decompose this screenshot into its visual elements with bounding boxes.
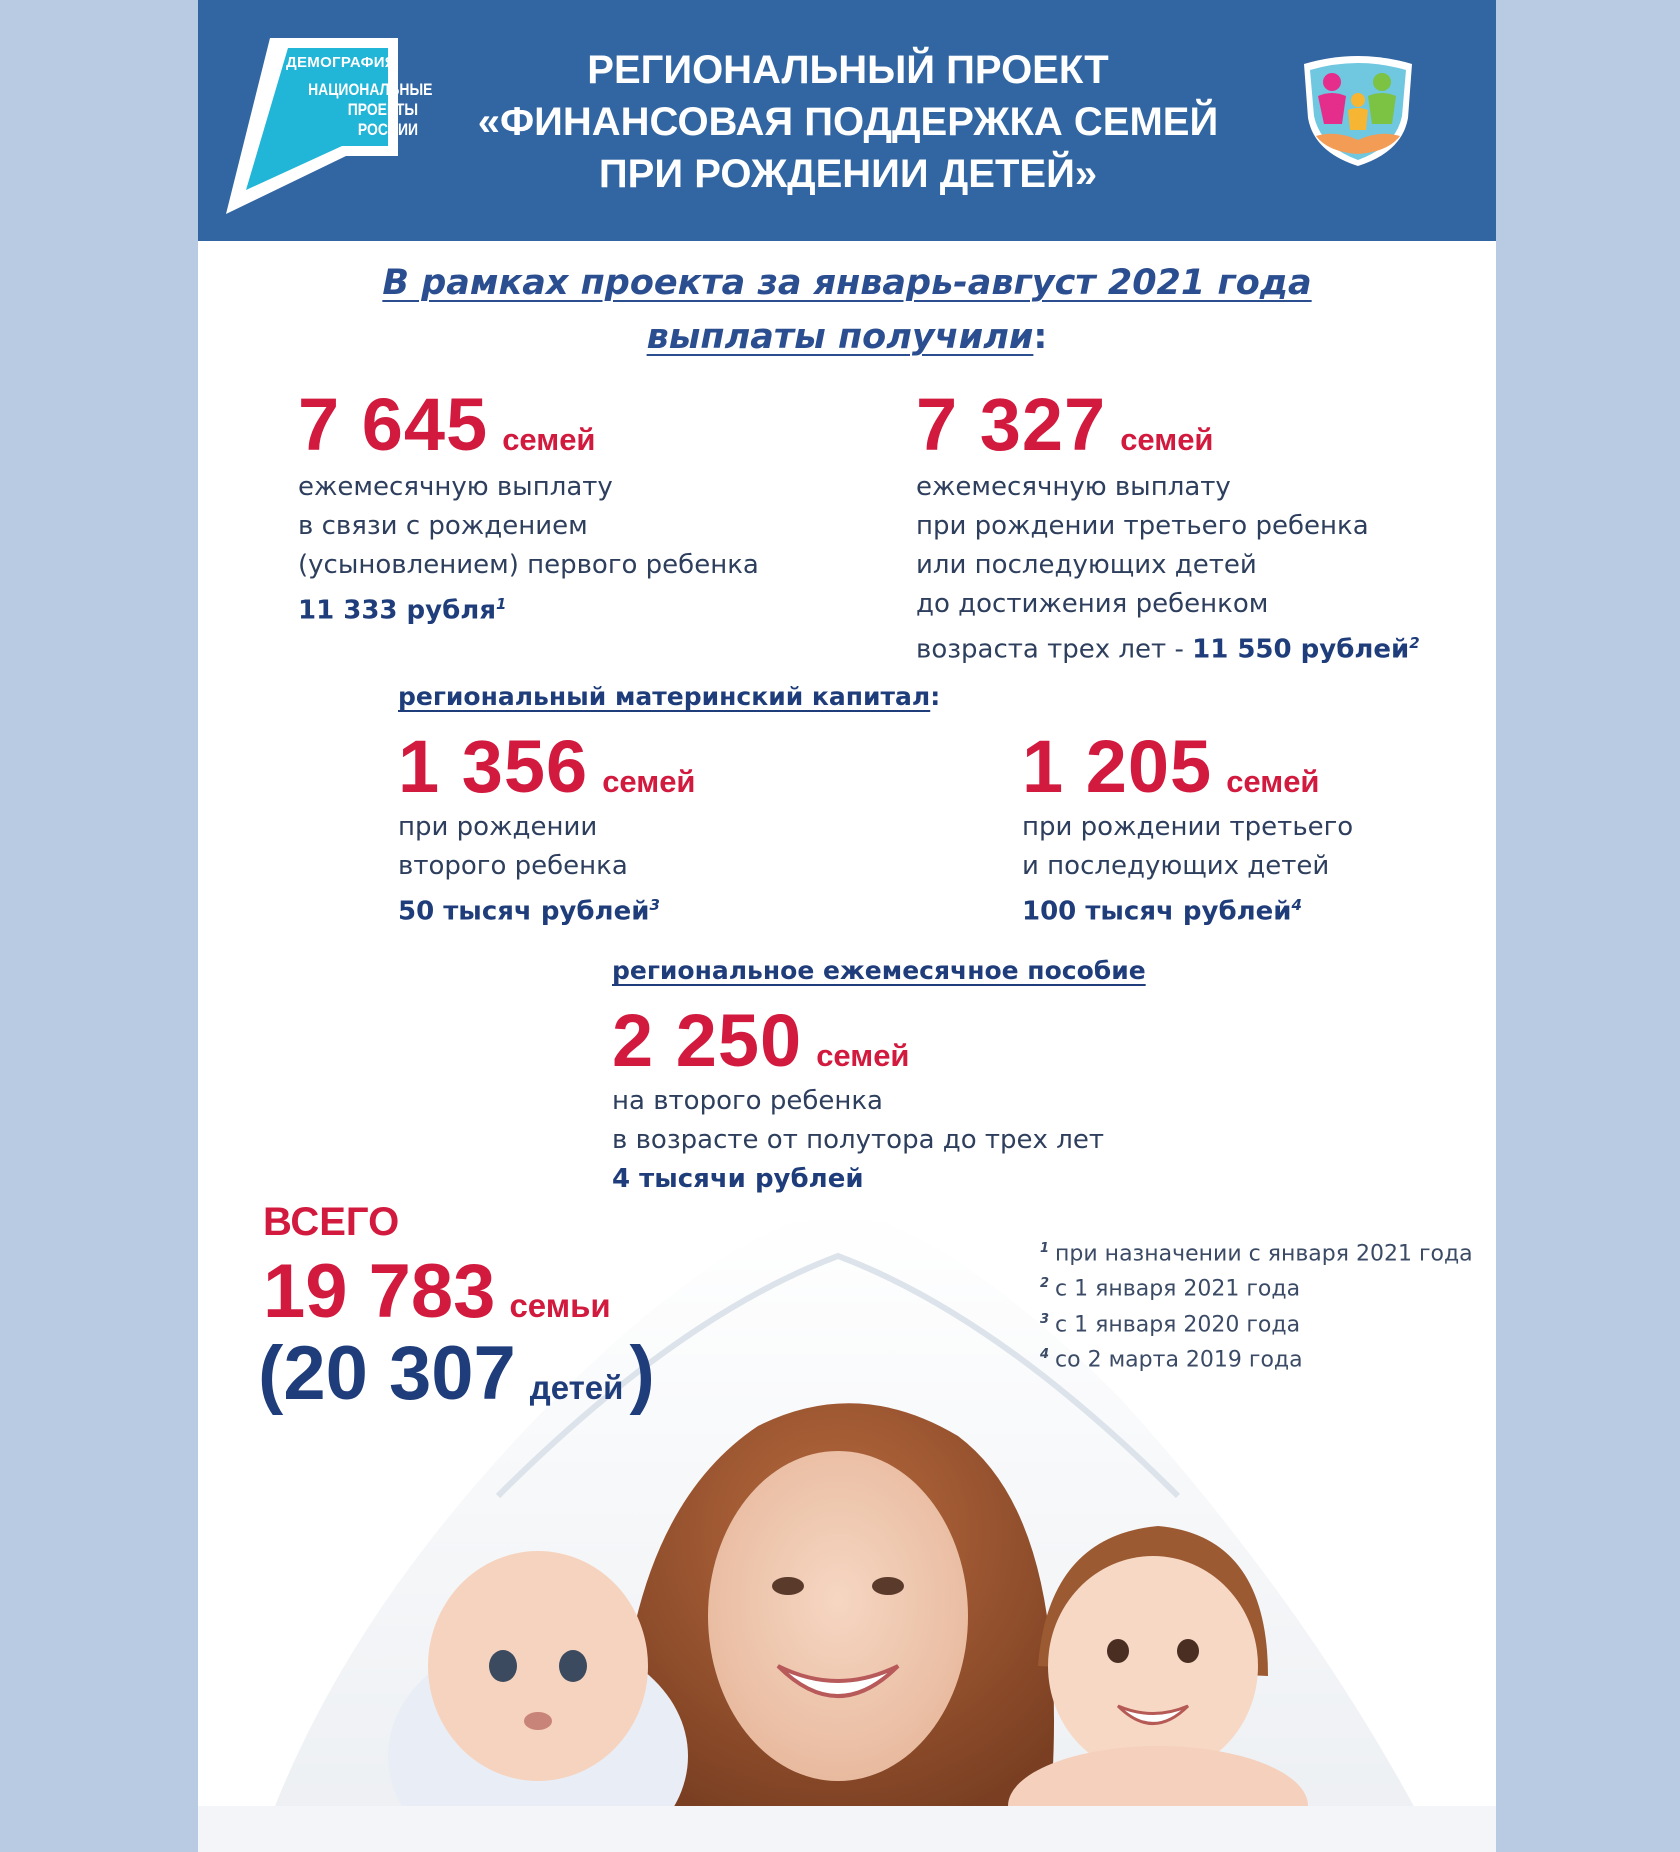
np-logo-text: НАЦИОНАЛЬНЫЕ ПРОЕКТЫ РОССИИ	[308, 80, 433, 139]
intro-heading: В рамках проекта за январь-август 2021 года выплаты получили:	[382, 263, 1312, 357]
stat-third-child: 7 327 семей ежемесячную выплату при рождении третьего ребенка или последующих детей до достижения ребенком возраста трех лет - 11 550 рублей$^2$	[916, 383, 1420, 665]
stat-number: 7 645	[298, 383, 489, 466]
stat-amount: 4 тысячи рублей	[612, 1164, 864, 1194]
stat-unit: семей	[1226, 764, 1320, 799]
np-logo-top-text: ДЕМОГРАФИЯ	[286, 54, 396, 71]
stat-first-child: 7 645 семей ежемесячную выплату в связи с рождением (усыновлением) первого ребенка 11 333 рубля$^1$	[298, 383, 759, 626]
footnote-item: $^2$ с 1 января 2021 года	[1040, 1276, 1301, 1302]
stat-amount: 100 тысяч рублей	[1022, 896, 1292, 927]
stat-unit: семей	[502, 422, 596, 457]
stat-number: 1 205	[1022, 725, 1213, 808]
total-families: 19 783 семьи	[263, 1249, 611, 1334]
stat-number: 1 356	[398, 725, 589, 808]
stat-unit: семей	[602, 764, 696, 799]
stat-number: 7 327	[916, 383, 1107, 466]
stat-monthly-allowance: 2 250 семей на второго ребенка в возрасте от полутора до трех лет 4 тысячи рублей	[612, 999, 1104, 1194]
monthly-allowance-label: региональное ежемесячное пособие	[612, 956, 1146, 985]
infographic-sheet	[198, 0, 1496, 1852]
stat-amount: 50 тысяч рублей	[398, 896, 650, 927]
header-banner	[198, 0, 1496, 241]
total-children: (20 307 детей)	[258, 1331, 655, 1416]
stat-number: 2 250	[612, 999, 803, 1082]
stat-amount: 11 550 рублей	[1192, 634, 1410, 665]
maternity-capital-label: региональный материнский капитал:	[398, 682, 941, 711]
page-title: РЕГИОНАЛЬНЫЙ ПРОЕКТ «ФИНАНСОВАЯ ПОДДЕРЖКА СЕМЕЙ ПРИ РОЖДЕНИИ ДЕТЕЙ»	[477, 48, 1219, 196]
stat-amount: 11 333 рубля	[298, 595, 497, 626]
total-label: ВСЕГО	[263, 1200, 400, 1244]
footnote-item: $^4$ со 2 марта 2019 года	[1040, 1346, 1303, 1373]
footnote-item: $^1$ при назначении с января 2021 года	[1040, 1241, 1473, 1267]
stat-capital-third: 1 205 семей при рождении третьего и последующих детей 100 тысяч рублей$^4$	[1022, 725, 1354, 927]
family-support-logo	[1296, 52, 1420, 168]
stat-unit: семей	[816, 1038, 910, 1073]
footnote-item: $^3$ с 1 января 2020 года	[1040, 1311, 1301, 1337]
stat-unit: семей	[1120, 422, 1214, 457]
stat-capital-second: 1 356 семей при рождении второго ребенка 50 тысяч рублей$^3$	[398, 725, 696, 927]
footnotes	[1040, 1234, 1473, 1375]
